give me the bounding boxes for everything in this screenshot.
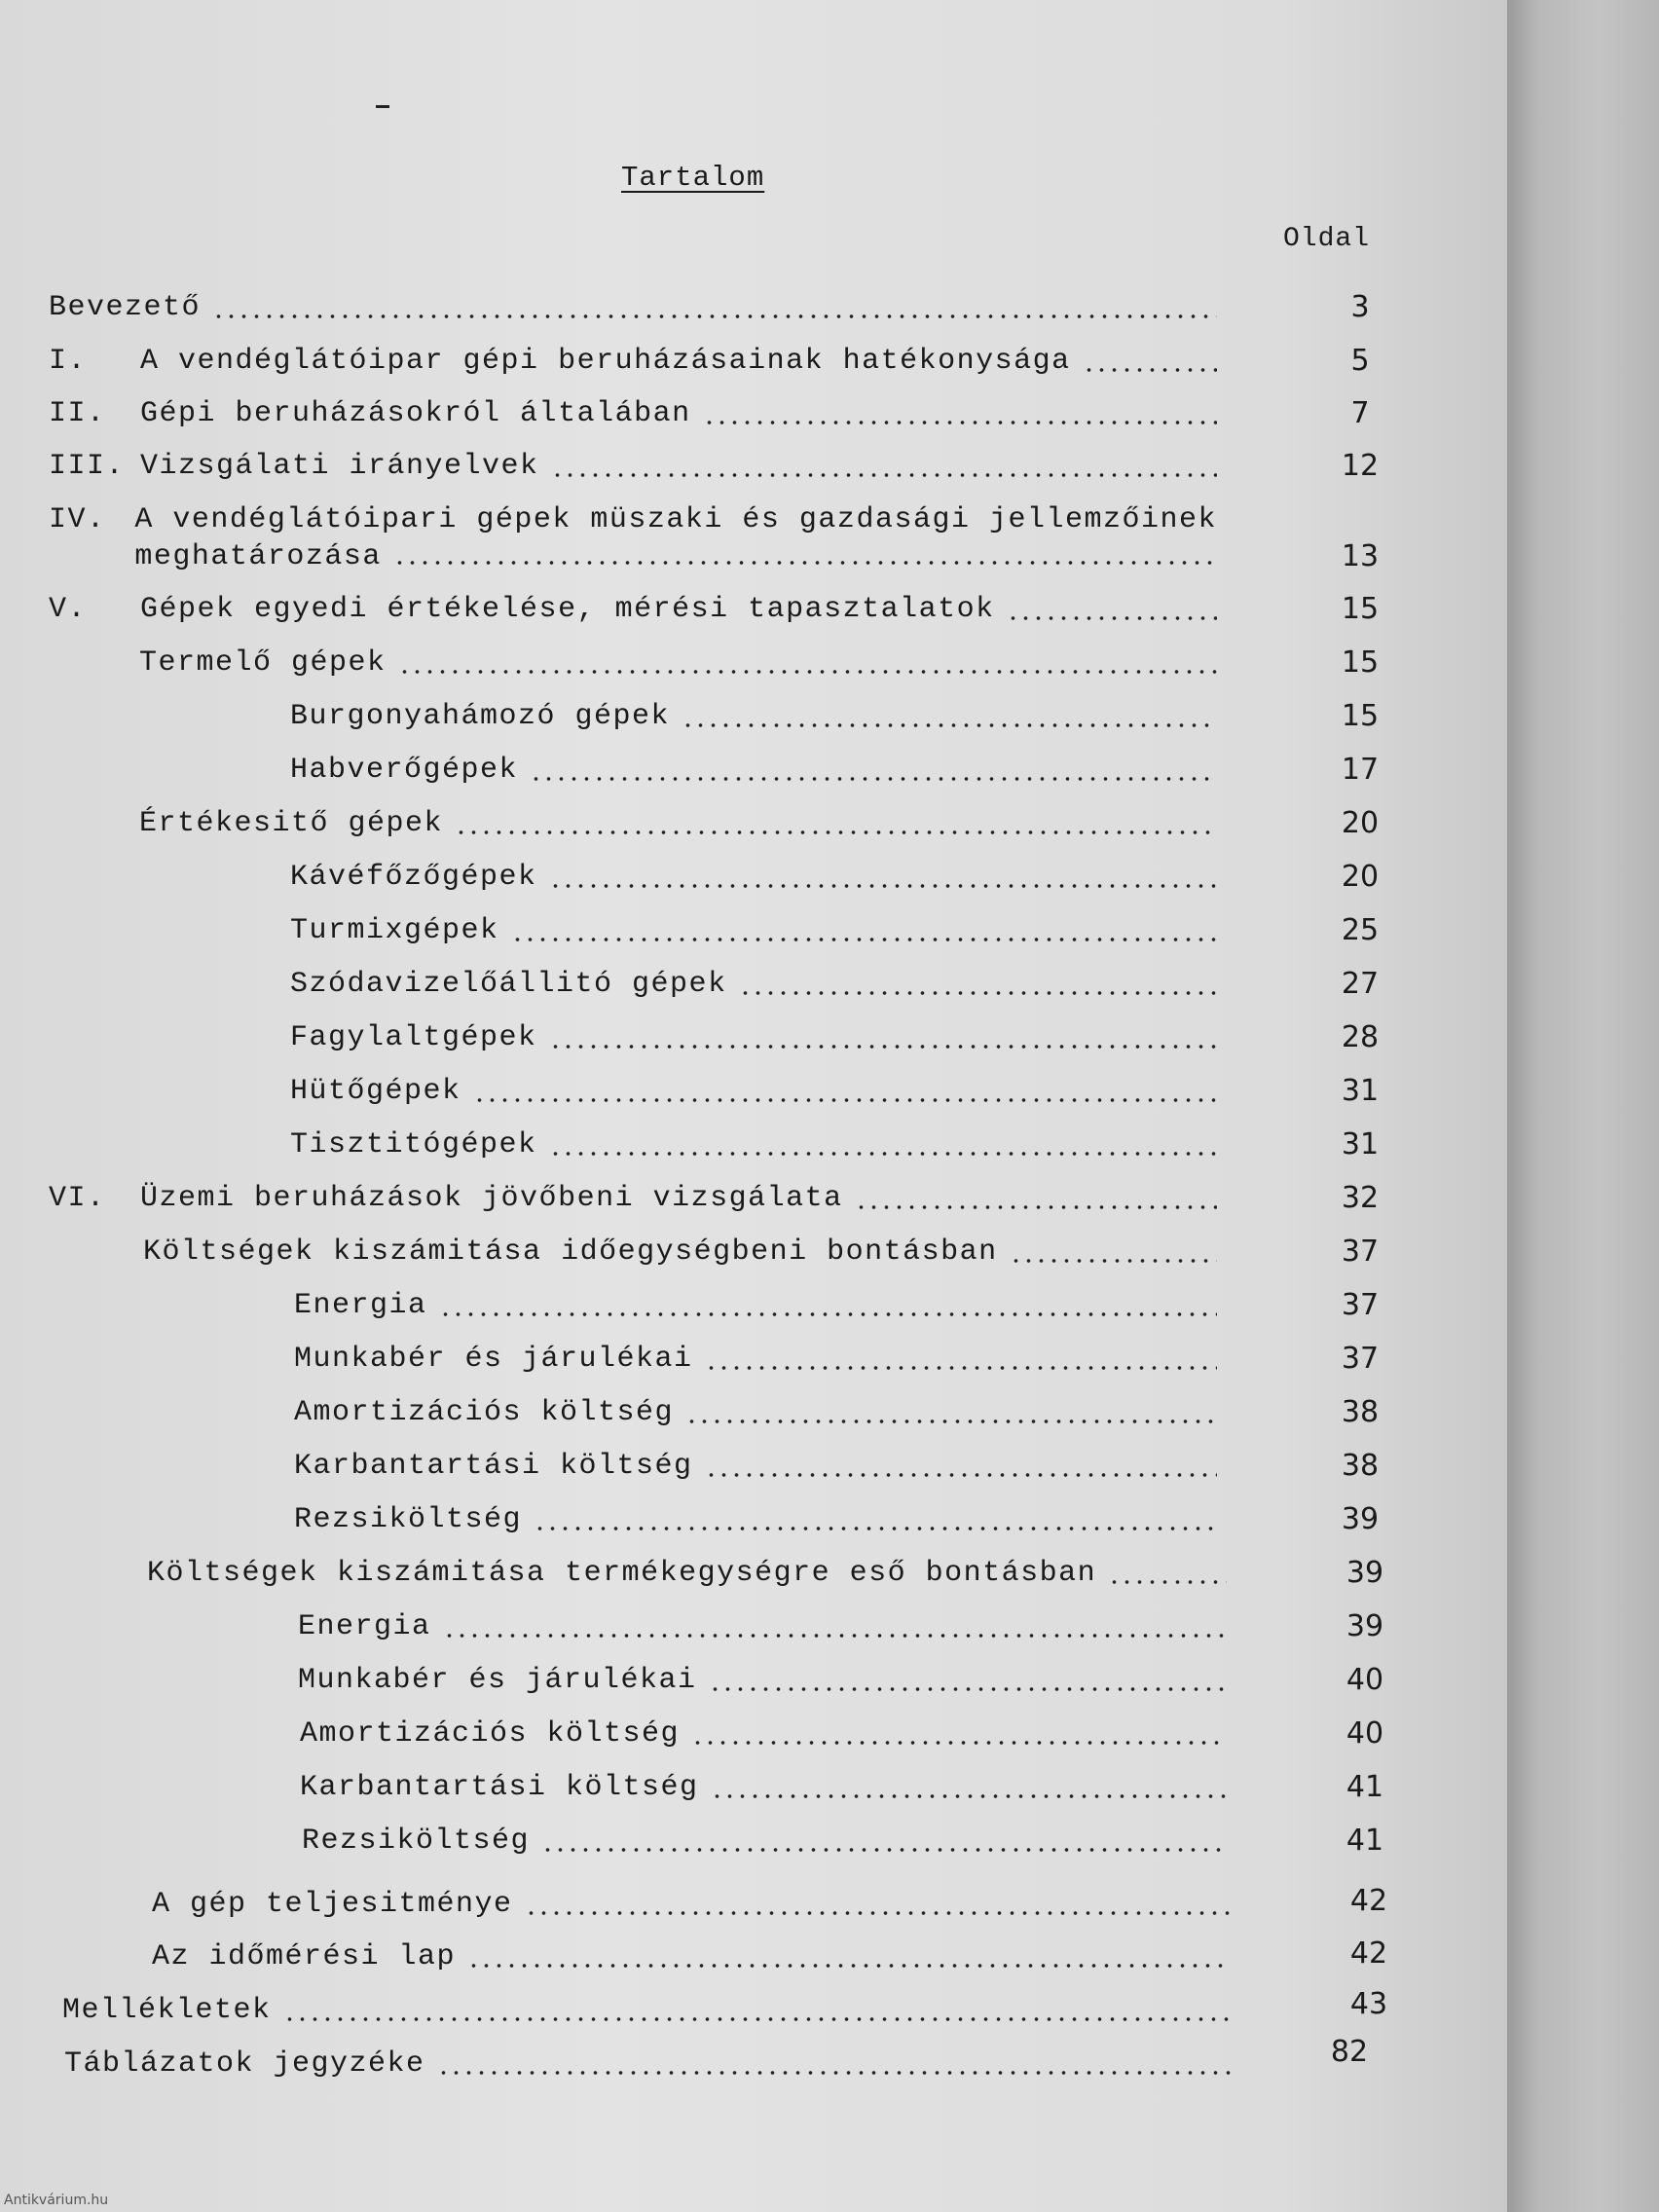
entry-label: Költségek kiszámitása időegységbeni bontásban [143, 1235, 998, 1269]
toc-entry [294, 1391, 1380, 1434]
entry-number: I. [49, 345, 88, 378]
toc-entry [49, 498, 1380, 576]
entry-label: Termelő gépek [139, 646, 387, 680]
toc-entry [294, 1498, 1380, 1541]
toc-entry [147, 1552, 1384, 1595]
toc-entry [298, 1659, 1384, 1702]
dot-leader [1083, 368, 1217, 372]
toc-entry [290, 1016, 1380, 1059]
dot-leader [467, 1964, 1231, 1968]
entry-page: 40 [1346, 1663, 1384, 1697]
dot-leader [511, 938, 1217, 941]
page-column-header: Oldal [1283, 224, 1371, 254]
toc-entry [49, 340, 1370, 383]
entry-label: Rezsiköltség [294, 1503, 523, 1536]
dot-leader [437, 2071, 1231, 2075]
dot-leader [439, 1312, 1217, 1316]
entry-label-continued: meghatározása [134, 540, 382, 573]
toc-entry [302, 1820, 1384, 1862]
toc-entry [49, 1177, 1380, 1220]
entry-page: 41 [1346, 1824, 1384, 1858]
toc-entry [64, 2035, 1369, 2085]
entry-page: 37 [1341, 1288, 1380, 1322]
entry-label: Költségek kiszámitása termékegységre eső bontásban [147, 1557, 1097, 1590]
entry-page: 37 [1341, 1235, 1380, 1269]
entry-label: Turmixgépek [290, 914, 499, 947]
entry-label: Munkabér és járulékai [298, 1664, 697, 1697]
entry-page: 31 [1341, 1127, 1380, 1161]
toc-entry [290, 856, 1380, 899]
entry-label: A gép teljesitménye [152, 1888, 513, 1921]
entry-label: Rezsiköltség [302, 1825, 531, 1858]
toc-entry [152, 1883, 1388, 1926]
entry-page: 38 [1341, 1449, 1380, 1483]
entry-page: 37 [1341, 1342, 1380, 1376]
entry-page: 25 [1341, 913, 1380, 947]
entry-page: 39 [1346, 1609, 1384, 1643]
entry-label: Karbantartási költség [294, 1450, 693, 1483]
dot-leader [705, 1473, 1217, 1477]
toc-entry [300, 1766, 1384, 1809]
entry-label: Energia [298, 1610, 431, 1643]
toc-entry [298, 1605, 1384, 1648]
toc-entry [290, 1124, 1380, 1166]
dot-leader [682, 723, 1217, 727]
entry-label: Burgonyahámozó gépek [290, 700, 671, 733]
dot-leader [1108, 1580, 1227, 1584]
dot-leader [709, 1687, 1227, 1691]
entry-label: Üzemi beruházások jövőbeni vizsgálata [140, 1182, 843, 1215]
toc-entry [49, 445, 1380, 488]
entry-page: 42 [1349, 1936, 1388, 1971]
entry-label: Amortizációs költség [300, 1717, 681, 1751]
toc-entry [62, 1987, 1388, 2032]
dot-leader [455, 830, 1217, 834]
entry-label: Értékesitő gépek [139, 807, 444, 840]
entry-label: Habverőgépek [290, 754, 519, 787]
entry-label: Bevezető [49, 291, 202, 324]
entry-page: 17 [1341, 753, 1380, 787]
entry-page: 5 [1350, 344, 1370, 378]
dash-mark [376, 105, 389, 108]
dot-leader [473, 1098, 1217, 1102]
dot-leader [534, 1527, 1217, 1530]
page-edge [1507, 0, 1659, 2212]
entry-label: Táblázatok jegyzéke [64, 2047, 425, 2081]
entry-label: A vendéglátóipari gépek müszaki és gazdasági jellemzőinek [134, 503, 1217, 536]
entry-label: Amortizációs költség [294, 1396, 675, 1429]
entry-label: Fagylaltgépek [290, 1021, 537, 1054]
entry-number: V. [49, 593, 88, 626]
entry-number: IV. [49, 503, 106, 536]
watermark: Antikvárium.hu [4, 2193, 109, 2208]
dot-leader [443, 1634, 1227, 1638]
entry-label: Energia [294, 1289, 427, 1322]
entry-page: 40 [1346, 1716, 1384, 1751]
toc-entry [294, 1445, 1380, 1488]
toc-entry [300, 1713, 1384, 1755]
dot-leader [549, 1045, 1217, 1049]
dot-leader [549, 884, 1217, 888]
toc-entry [294, 1338, 1380, 1381]
toc-entry [290, 909, 1380, 952]
entry-page: 28 [1341, 1020, 1380, 1054]
entry-label: Gépi beruházásokról általában [140, 397, 691, 430]
entry-label: Gépek egyedi értékelése, mérési tapasztalatok [140, 593, 995, 626]
entry-page: 15 [1341, 645, 1380, 680]
entry-page: 39 [1341, 1502, 1380, 1536]
dot-leader [551, 473, 1217, 477]
toc-entry [49, 392, 1370, 435]
dot-leader [703, 421, 1217, 424]
toc-entry [290, 695, 1380, 738]
dot-leader [855, 1205, 1217, 1209]
entry-page: 32 [1341, 1181, 1380, 1215]
dot-leader [549, 1152, 1217, 1156]
entry-page: 27 [1341, 967, 1380, 1001]
entry-page: 31 [1341, 1074, 1380, 1108]
toc-entry [139, 642, 1380, 684]
entry-label: Vizsgálati irányelvek [140, 450, 539, 483]
toc-entry [49, 588, 1380, 631]
entry-label: Hütőgépek [290, 1075, 461, 1108]
dot-leader [685, 1419, 1217, 1423]
entry-number: VI. [49, 1182, 106, 1215]
toc-entry [290, 1070, 1380, 1113]
entry-page: 15 [1341, 699, 1380, 733]
toc-entry [152, 1936, 1388, 1978]
entry-number: III. [49, 450, 126, 483]
dot-leader [541, 1848, 1227, 1852]
dot-leader [705, 1366, 1217, 1370]
entry-label: Tisztitógépek [290, 1128, 537, 1161]
dot-leader [398, 670, 1217, 674]
dot-leader [525, 1911, 1231, 1915]
entry-number: II. [49, 397, 106, 430]
dot-leader [691, 1741, 1227, 1745]
entry-page: 20 [1341, 860, 1380, 894]
entry-page: 38 [1341, 1395, 1380, 1429]
entry-label: Az időmérési lap [152, 1940, 457, 1973]
entry-page: 41 [1346, 1770, 1384, 1804]
entry-label: Kávéfőzőgépek [290, 861, 537, 894]
dot-leader [393, 561, 1217, 565]
dot-leader [711, 1794, 1227, 1798]
entry-page: 82 [1330, 2035, 1369, 2069]
toc-entry [290, 749, 1380, 792]
entry-label: Mellékletek [62, 1994, 272, 2027]
dot-leader [530, 777, 1217, 781]
dot-leader [739, 991, 1217, 995]
dot-leader [1010, 1259, 1217, 1263]
entry-label: A vendéglátóipar gépi beruházásainak hatékonysága [140, 345, 1071, 378]
entry-page: 13 [1341, 539, 1380, 573]
entry-page: 3 [1350, 290, 1370, 324]
toc-entry [139, 802, 1380, 845]
entry-label: Munkabér és járulékai [294, 1343, 693, 1376]
entry-page: 12 [1341, 449, 1380, 483]
toc-entry [49, 286, 1370, 329]
entry-page: 39 [1346, 1556, 1384, 1590]
entry-page: 20 [1341, 806, 1380, 840]
toc-entry [294, 1284, 1380, 1327]
dot-leader [283, 2017, 1231, 2021]
entry-page: 42 [1349, 1884, 1388, 1918]
dot-leader [1007, 616, 1217, 620]
dot-leader [212, 314, 1217, 318]
entry-label: Szódavizelőállitó gépek [290, 968, 727, 1001]
entry-label: Karbantartási költség [300, 1771, 699, 1804]
page-title: Tartalom [621, 162, 765, 194]
entry-page: 43 [1349, 1987, 1388, 2021]
toc-entry [290, 963, 1380, 1006]
entry-page: 15 [1341, 592, 1380, 626]
entry-page: 7 [1350, 396, 1370, 430]
toc-entry [143, 1231, 1380, 1273]
